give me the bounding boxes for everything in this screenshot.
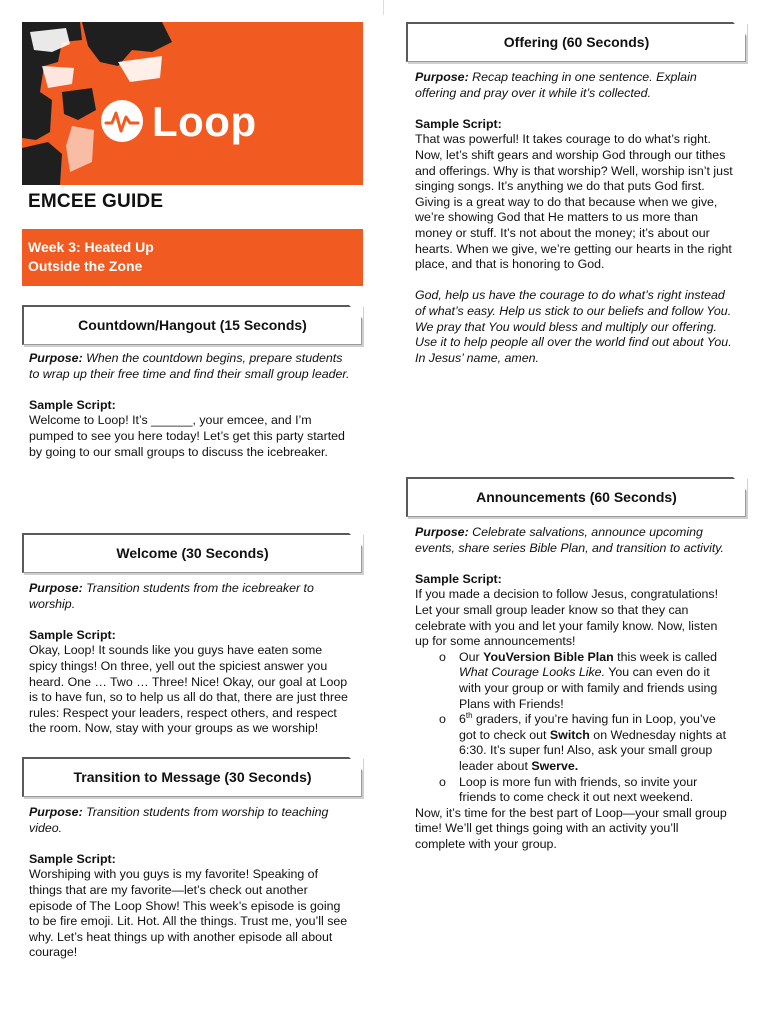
script-line: we’re showing God that He matters to us more than <box>415 210 699 225</box>
prayer-line: Use it to help people all over the world find out about You. <box>415 335 732 350</box>
item-text: with your group or with family and friends using <box>459 680 718 695</box>
script-line: is to have fun, so to help us all do that, there are just three <box>29 690 348 705</box>
bullet-icon: o <box>439 712 446 727</box>
script-line: to be fire emoji. Lit. Hot. All the things. Trust me, you’ll see <box>29 914 348 929</box>
script-label: Sample Script: <box>29 851 116 866</box>
bullet-icon: o <box>439 649 446 664</box>
script-line: complete with your group. <box>415 836 557 851</box>
purpose-label: Purpose: <box>415 70 469 84</box>
week-banner <box>22 229 363 286</box>
item-text: friends to come check it out next weekend. <box>459 790 694 805</box>
script-line: by going to our small groups to discuss the icebreaker. <box>29 444 328 459</box>
purpose-text: Celebrate salvations, announce upcoming <box>472 525 703 539</box>
script-line: episode of The Loop Show! This week’s episode is going <box>29 898 341 913</box>
script-line: hearts. When we give, we’re getting our hearts in the right <box>415 241 732 256</box>
script-line: If you made a decision to follow Jesus, congratulations! <box>415 587 719 602</box>
purpose-text: worship. <box>29 596 76 611</box>
script-line: courage! <box>29 945 78 960</box>
purpose-text: events, share series Bible Plan, and transition to activity. <box>415 540 725 555</box>
item-text: Loop is more fun with friends, so invite your <box>459 774 698 789</box>
purpose-text: Recap teaching in one sentence. Explain <box>472 70 697 84</box>
prayer-line: We pray that You would bless and multiply our offering. <box>415 319 717 334</box>
prayer-line: In Jesus’ name, amen. <box>415 350 539 365</box>
script-line: rules: Respect your leaders, respect others, and respect <box>29 705 337 720</box>
announcement-list <box>415 650 760 806</box>
script-label: Sample Script: <box>415 571 502 586</box>
purpose-text: Transition students from the icebreaker to <box>86 581 314 595</box>
item-text: got to check out <box>459 727 550 742</box>
page-title: EMCEE GUIDE <box>28 191 164 212</box>
prayer-line: God, help us have the courage to do what’s right instead <box>415 288 725 303</box>
purpose-text: Transition students from worship to teaching <box>86 805 329 819</box>
script-label: Sample Script: <box>29 627 116 642</box>
list-item <box>415 650 760 712</box>
program-name-swerve: Swerve. <box>531 758 579 773</box>
script-line: Welcome to Loop! It’s ______, your emcee, and I’m <box>29 413 312 428</box>
section-body-announcements <box>415 525 760 852</box>
section-heading-transition <box>22 757 362 797</box>
logo-wordmark: Loop <box>152 98 257 145</box>
purpose-label: Purpose: <box>29 351 83 365</box>
section-heading-welcome <box>22 533 362 573</box>
script-line: things that are my favorite—let’s check out another <box>29 882 308 897</box>
script-line: place, and that is honoring to God. <box>415 257 605 272</box>
purpose-text: video. <box>29 820 63 835</box>
plan-title: What Courage Looks Like. <box>459 665 606 680</box>
script-line: spicy things! On three, yell out the spiciest answer you <box>29 658 328 673</box>
item-text: 6:30. It’s super fun! Also, ask your small group <box>459 743 713 758</box>
section-heading-offering-label: Offering (60 Seconds) <box>503 34 650 50</box>
purpose-label: Purpose: <box>29 581 83 595</box>
script-line: up for some announcements! <box>415 634 576 649</box>
purpose-label: Purpose: <box>415 525 469 539</box>
item-text: You can even do it <box>605 665 710 680</box>
series-subtitle: Outside the Zone <box>28 258 143 274</box>
script-line: That was powerful! It takes courage to do what’s right. <box>415 132 711 147</box>
script-line: Giving is a great way to do that because when we give, <box>415 194 718 209</box>
section-body-transition <box>29 805 369 961</box>
item-text: this week is called <box>613 649 718 664</box>
program-name-switch: Switch <box>549 727 590 742</box>
section-heading-countdown <box>22 305 362 345</box>
header-banner <box>22 22 363 185</box>
purpose-label: Purpose: <box>29 805 83 819</box>
script-line: Worshiping with you guys is my favorite! Speaking of <box>29 867 319 882</box>
script-line: the room. Now, stay with your groups as we worship! <box>29 721 319 736</box>
section-body-offering <box>415 70 755 366</box>
script-line: time! We’ll get things going with an activity you’ll <box>415 821 679 836</box>
item-text: leader about <box>459 758 532 773</box>
item-text: Plans with Friends! <box>459 696 564 711</box>
script-line: Okay, Loop! It sounds like you guys have eaten some <box>29 643 323 658</box>
week-title: Week 3: Heated Up <box>28 239 154 255</box>
page-divider <box>383 0 384 15</box>
section-heading-countdown-label: Countdown/Hangout (15 Seconds) <box>78 317 307 333</box>
script-line: singing songs. It’s anything we do that puts God first. <box>415 179 705 194</box>
script-line: pumped to see you here today! Let’s get this party started <box>29 428 345 443</box>
section-body-welcome <box>29 581 369 737</box>
item-text: 6 <box>459 712 466 727</box>
script-line: money or stuff. It’s not about the money; it’s about our <box>415 225 710 240</box>
purpose-text: to wrap up their free time and find their small group leader. <box>29 366 350 381</box>
purpose-text: offering and pray over it while it’s collected. <box>415 85 652 100</box>
section-heading-welcome-label: Welcome (30 Seconds) <box>116 545 269 561</box>
bible-plan-name: YouVersion Bible Plan <box>483 649 614 664</box>
ordinal-suffix: th <box>465 711 473 720</box>
item-text: graders, if you’re having fun in Loop, you’ve <box>472 712 716 727</box>
item-text: on Wednesday nights at <box>589 727 727 742</box>
script-line: heard. One … Two … Three! Nice! Okay, our goal at Loop <box>29 674 348 689</box>
section-heading-offering <box>406 22 746 62</box>
script-line: why. Let’s heat things up with another episode all about <box>29 929 333 944</box>
list-item <box>415 775 760 806</box>
section-heading-transition-label: Transition to Message (30 Seconds) <box>73 769 312 785</box>
script-line: and offerings. Why is that worship? Well, worship isn’t just <box>415 163 733 178</box>
section-body-countdown <box>29 351 369 460</box>
script-label: Sample Script: <box>415 116 502 131</box>
script-label: Sample Script: <box>29 397 116 412</box>
section-heading-announcements-label: Announcements (60 Seconds) <box>476 489 677 505</box>
prayer-line: of what’s easy. Help us stick to our beliefs and follow You. <box>415 303 732 318</box>
bullet-icon: o <box>439 774 446 789</box>
item-text: Our <box>459 649 484 664</box>
purpose-text: When the countdown begins, prepare students <box>86 351 343 365</box>
script-line: celebrate with you and let your family know. Now, listen <box>415 618 718 633</box>
section-heading-announcements <box>406 477 746 517</box>
script-line: Let your small group leader know so that they can <box>415 602 689 617</box>
script-line: Now, let’s shift gears and worship God through our tithes <box>415 147 726 162</box>
script-line: Now, it’s time for the best part of Loop—your small group <box>415 805 727 820</box>
list-item <box>415 712 760 774</box>
